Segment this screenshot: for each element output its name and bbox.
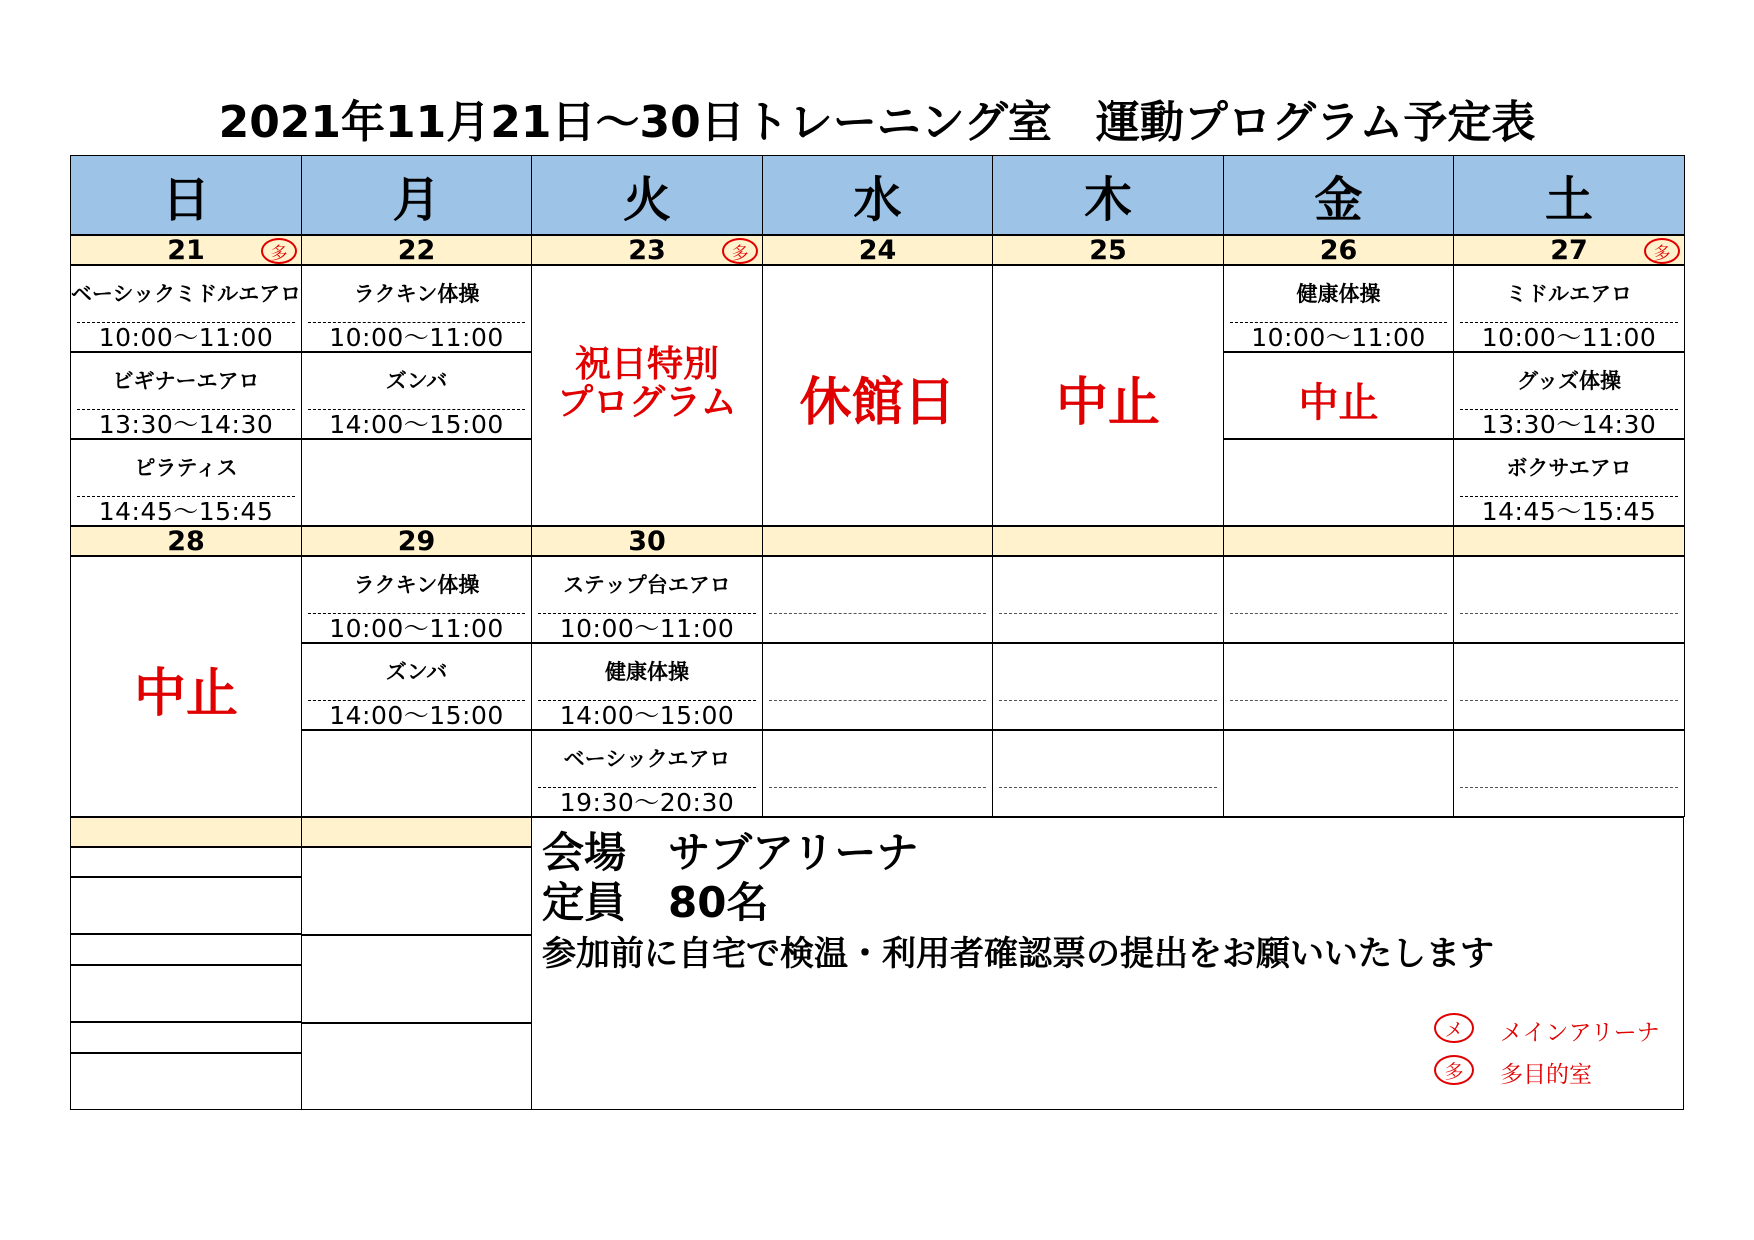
dashed-divider [1460, 496, 1678, 497]
date-number: 28 [167, 525, 205, 557]
dashed-divider [1460, 322, 1678, 323]
schedule-table [70, 155, 1684, 1110]
program-name: ボクサエアロ [1506, 456, 1632, 480]
program-slot [762, 556, 993, 643]
dashed-divider [1460, 700, 1678, 701]
weekday-header: 火 [531, 155, 763, 235]
dashed-divider [1230, 613, 1447, 614]
program-slot [70, 439, 302, 526]
empty-slot [301, 847, 532, 935]
legend-label: 多目的室 [1500, 1062, 1592, 1088]
program-time: 10:00～11:00 [329, 323, 504, 352]
dashed-divider [308, 613, 525, 614]
program-slot [70, 352, 302, 439]
program-slot [762, 643, 993, 730]
date-cell [1223, 235, 1454, 265]
date-number: 23 [628, 234, 666, 266]
program-slot [70, 265, 302, 352]
dashed-divider [769, 787, 986, 788]
dashed-divider [769, 613, 986, 614]
weekday-header: 水 [762, 155, 993, 235]
program-slot [1223, 643, 1454, 730]
dashed-divider [1460, 613, 1678, 614]
dashed-divider [308, 409, 525, 410]
program-name: ベーシックエアロ [563, 747, 731, 771]
program-name: ズンバ [385, 660, 448, 684]
program-time: 10:00～11:00 [329, 614, 504, 643]
empty-slot [70, 847, 302, 877]
program-slot [1223, 556, 1454, 643]
dashed-divider [77, 409, 295, 410]
date-cell [70, 526, 302, 556]
cancelled-label: 中止 [133, 664, 238, 724]
capacity-text: 定員 80名 [542, 878, 769, 927]
date-cell [531, 526, 763, 556]
program-name: グッズ体操 [1517, 369, 1621, 393]
program-time: 14:45～15:45 [1481, 497, 1657, 526]
program-time: 10:00～11:00 [1481, 323, 1657, 352]
cancelled-slot [1223, 352, 1454, 439]
empty-slot [301, 935, 532, 1023]
program-name: ズンバ [385, 369, 448, 393]
date-number: 24 [858, 234, 897, 266]
program-name: ミドルエアロ [1506, 282, 1632, 306]
date-number: 30 [628, 525, 666, 557]
notice-text: 参加前に自宅で検温・利用者確認票の提出をお願いいたします [542, 934, 1494, 974]
dashed-divider [1230, 700, 1447, 701]
dashed-divider [308, 700, 525, 701]
dashed-divider [538, 613, 756, 614]
program-slot [1223, 265, 1454, 352]
program-slot [301, 439, 532, 526]
program-slot [992, 730, 1224, 817]
program-slot [1453, 730, 1685, 817]
program-name: ピラティス [134, 456, 238, 480]
dashed-divider [769, 700, 986, 701]
dashed-divider [999, 787, 1217, 788]
program-slot [301, 556, 532, 643]
program-slot [301, 730, 532, 817]
weekday-header: 金 [1223, 155, 1454, 235]
dashed-divider [999, 613, 1217, 614]
program-time: 14:00～15:00 [329, 701, 504, 730]
date-number: 22 [397, 234, 436, 266]
weekday-header: 木 [992, 155, 1224, 235]
empty-slot [70, 965, 302, 1022]
dashed-divider [538, 700, 756, 701]
program-time: 10:00～11:00 [98, 323, 274, 352]
closed-label: 休館日 [799, 373, 956, 433]
date-cell [992, 526, 1224, 556]
program-slot [531, 730, 763, 817]
date-cell [301, 526, 532, 556]
weekday-header: 月 [301, 155, 532, 235]
program-time: 13:30～14:30 [98, 410, 274, 439]
program-name: 健康体操 [605, 660, 689, 684]
program-time: 14:45～15:45 [98, 497, 274, 526]
program-time: 19:30～20:30 [559, 788, 735, 817]
empty-slot [70, 1022, 302, 1053]
date-cell [301, 817, 532, 847]
main-arena-mark-icon: メ [1434, 1013, 1474, 1043]
date-number: 26 [1319, 234, 1358, 266]
date-cell [992, 235, 1224, 265]
page-title: 2021年11月21日～30日トレーニング室 運動プログラム予定表 [218, 97, 1536, 148]
date-cell [70, 817, 302, 847]
program-slot [531, 643, 763, 730]
program-slot [992, 643, 1224, 730]
program-time: 13:30～14:30 [1481, 410, 1657, 439]
weekday-header: 土 [1453, 155, 1685, 235]
program-slot [1453, 352, 1685, 439]
date-cell [301, 235, 532, 265]
date-cell [1453, 235, 1685, 265]
program-name: ビギナーエアロ [112, 369, 260, 393]
program-slot [301, 352, 532, 439]
program-name: ラクキン体操 [353, 282, 480, 306]
program-time: 10:00～11:00 [559, 614, 735, 643]
date-cell [70, 235, 302, 265]
program-slot [531, 556, 763, 643]
program-slot [1453, 556, 1685, 643]
date-number: 27 [1550, 234, 1588, 266]
date-cell [1453, 526, 1685, 556]
dashed-divider [77, 322, 295, 323]
program-slot [301, 643, 532, 730]
program-slot [1453, 439, 1685, 526]
empty-slot [70, 934, 302, 965]
closed-day [762, 265, 993, 526]
program-name: 健康体操 [1296, 282, 1381, 306]
program-name: ラクキン体操 [353, 573, 480, 597]
dashed-divider [1460, 787, 1678, 788]
program-name: ステップ台エアロ [563, 573, 731, 597]
cancelled-label: 中止 [1298, 380, 1379, 426]
legend-label: メインアリーナ [1500, 1020, 1660, 1046]
dashed-divider [999, 700, 1217, 701]
program-name: ベーシックミドルエアロ [70, 282, 302, 306]
cancelled-day [70, 556, 302, 817]
date-cell [1223, 526, 1454, 556]
date-cell [531, 235, 763, 265]
program-time: 14:00～15:00 [329, 410, 504, 439]
program-time: 14:00～15:00 [559, 701, 735, 730]
weekday-header: 日 [70, 155, 302, 235]
program-slot [1453, 643, 1685, 730]
program-slot [992, 556, 1224, 643]
venue-text: 会場 サブアリーナ [542, 828, 919, 877]
program-slot [301, 265, 532, 352]
cancelled-day [992, 265, 1224, 526]
empty-slot [301, 1023, 532, 1110]
empty-slot [1223, 730, 1454, 817]
room-mark-icon: 多 [1644, 238, 1680, 264]
date-number: 21 [167, 234, 205, 266]
program-slot [1453, 265, 1685, 352]
room-mark-icon: 多 [722, 238, 758, 264]
dashed-divider [1460, 409, 1678, 410]
dashed-divider [308, 322, 525, 323]
dashed-divider [538, 787, 756, 788]
date-number: 29 [397, 525, 436, 557]
multipurpose-room-mark-icon: 多 [1434, 1055, 1474, 1085]
date-number: 25 [1089, 234, 1127, 266]
program-time: 10:00～11:00 [1251, 323, 1426, 352]
cancelled-label: 中止 [1055, 373, 1160, 433]
date-cell [762, 235, 993, 265]
room-mark-icon: 多 [261, 238, 297, 264]
date-cell [762, 526, 993, 556]
empty-slot [1223, 439, 1454, 526]
special-program-label: 祝日特別 プログラム [557, 344, 737, 423]
program-slot [762, 730, 993, 817]
holiday-special-program [531, 265, 763, 526]
dashed-divider [77, 496, 295, 497]
dashed-divider [1230, 322, 1447, 323]
info-box [531, 817, 1684, 1110]
empty-slot [70, 877, 302, 934]
empty-slot [70, 1053, 302, 1110]
